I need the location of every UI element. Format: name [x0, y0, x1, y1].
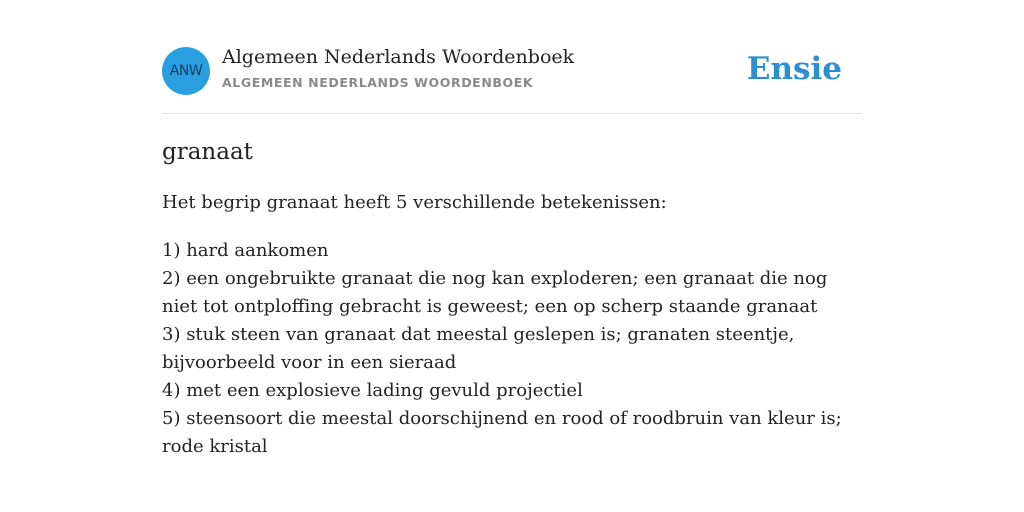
- entry-word: granaat: [162, 139, 253, 165]
- source-header: [162, 0, 862, 114]
- meanings-list: [162, 237, 862, 461]
- meaning-item: 1) hard aankomen: [162, 240, 329, 261]
- meaning-item: 2) een ongebruikte granaat die nog kan exploderen; een granaat die nog niet tot ontploffing gebracht is geweest; een op scherp staande granaat: [162, 268, 828, 317]
- page-container: [162, 0, 862, 457]
- ensie-brand-logo[interactable]: Ensie: [746, 51, 842, 87]
- meaning-item: 3) stuk steen van granaat dat meestal geslepen is; granaten steentje, bijvoorbeeld voor in een sieraad: [162, 324, 795, 373]
- meaning-item: 4) met een explosieve lading gevuld projectiel: [162, 380, 583, 401]
- meaning-item: 5) steensoort die meestal doorschijnend en rood of roodbruin van kleur is; rode kristal: [162, 408, 842, 457]
- entry-intro: Het begrip granaat heeft 5 verschillende betekenissen:: [162, 192, 667, 213]
- source-title[interactable]: Algemeen Nederlands Woordenboek: [222, 46, 575, 68]
- anw-logo[interactable]: ANW: [162, 47, 210, 95]
- source-subtitle: ALGEMEEN NEDERLANDS WOORDENBOEK: [222, 75, 534, 90]
